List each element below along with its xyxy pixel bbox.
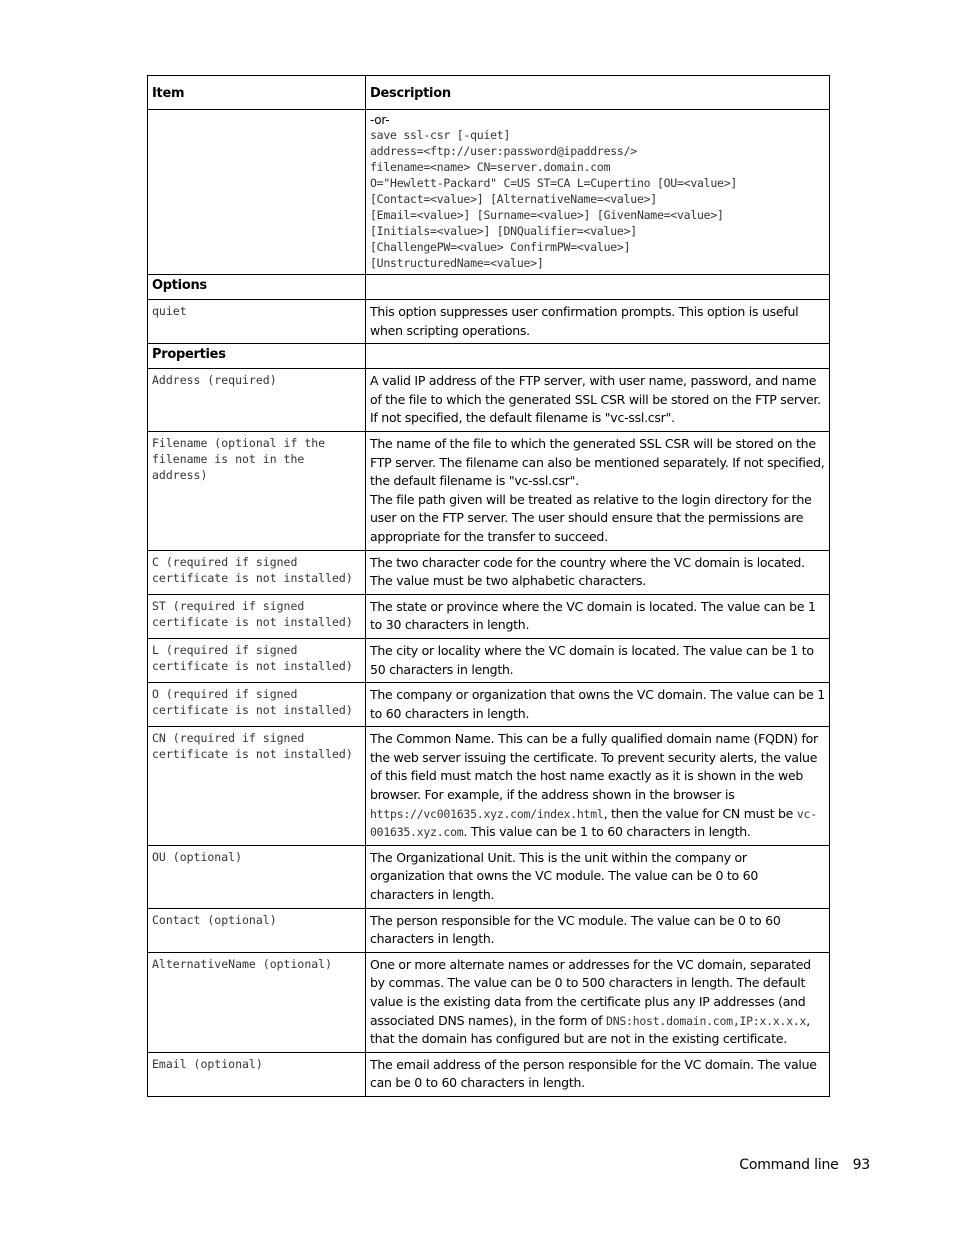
empty-cell [366,344,830,369]
page-number: 93 [852,1157,870,1173]
desc-cn-host: vc-001635.xyz.com [370,806,817,840]
section-label-properties: Properties [148,344,366,369]
section-label-options: Options [148,275,366,300]
desc-alt-code: DNS:host.domain.com,IP:x.x.x.x [606,1013,807,1028]
item-c: C (required if signed certificate is not installed) [148,550,366,594]
table-row [148,594,830,638]
desc-filename-para-1: The name of the file to which the generated SSL CSR will be stored on the FTP server. The filename can also be mentioned separately. If not specified, the default filename is "vc-ssl.csr". [370,435,825,489]
item-alternativename: AlternativeName (optional) [148,952,366,1052]
item-st: ST (required if signed certificate is not installed) [148,594,366,638]
desc-cn-text-a: The Common Name. This can be a fully qualified domain name (FQDN) for the web server issuing the certificate. To prevent security alerts, the value of this field must match the host name exactly as it is shown in the web browser. For example, if the address shown in the browser is [370,731,818,803]
item-contact: Contact (optional) [148,908,366,952]
table-row [148,110,830,275]
section-row-properties [148,344,830,369]
desc-o: The company or organization that owns the VC domain. The value can be 1 to 60 characters in length. [366,683,830,727]
item-address: Address (required) [148,369,366,432]
desc-filename [366,431,830,550]
desc-filename-para-2: The file path given will be treated as relative to the login directory for the user on the FTP server. The user should ensure that the permissions are appropriate for the transfer to succeed. [370,491,812,544]
desc-quiet: This option suppresses user confirmation prompts. This option is useful when scripting operations. [366,300,830,344]
table-row [148,952,830,1052]
column-header-item: Item [148,76,366,110]
table-row [148,1052,830,1096]
footer-section-title: Command line [739,1157,839,1173]
item-filename: Filename (optional if the filename is not in the address) [148,431,366,550]
desc-alt-text-b: , that the domain has configured but are not in the existing certificate. [370,1012,810,1047]
parameters-table [147,75,830,1097]
table-row [148,727,830,846]
table-row [148,908,830,952]
item-ou: OU (optional) [148,845,366,908]
desc-st: The state or province where the VC domain is located. The value can be 1 to 30 characters in length. [366,594,830,638]
syntax-code: save ssl-csr [-quiet] address=<ftp://user:password@ipaddress/> filename=<name> CN=server.domain.com O="Hewlett-Packard" C=US ST=CA L=Cupertino [OU=<value>] [Contact=<value>] [AlternativeName=<value>] [Email=<value>] [Surname=<value>] [GivenName=<value>] [Initials=<value>] [DNQualifier=<value>] [ChallengePW=<value> ConfirmPW=<value>] [UnstructuredName=<value>] [370,128,738,270]
section-row-options [148,275,830,300]
or-separator: -or- [370,113,390,127]
table-row [148,845,830,908]
item-cn: CN (required if signed certificate is not installed) [148,727,366,846]
page-footer [739,1157,870,1173]
table-row [148,638,830,682]
desc-address: A valid IP address of the FTP server, with user name, password, and name of the file to which the generated SSL CSR will be stored on the FTP server. If not specified, the default filename is "vc-ssl.csr". [366,369,830,432]
item-l: L (required if signed certificate is not installed) [148,638,366,682]
empty-cell [148,110,366,275]
empty-cell [366,275,830,300]
table-row [148,369,830,432]
table-header-row [148,76,830,110]
syntax-cell [366,110,830,275]
desc-cn-url: https://vc001635.xyz.com/index.html [370,806,604,821]
table-row [148,300,830,344]
desc-email: The email address of the person responsible for the VC domain. The value can be 0 to 60 characters in length. [366,1052,830,1096]
item-email: Email (optional) [148,1052,366,1096]
table-row [148,431,830,550]
desc-alternativename [366,952,830,1052]
desc-alt-text-a: One or more alternate names or addresses for the VC domain, separated by commas. The value can be 0 to 500 characters in length. The default value is the existing data from the certificate plus any IP addresses (and associated DNS names), in the form of [370,956,811,1028]
column-header-description: Description [366,76,830,110]
table-row [148,550,830,594]
desc-cn-text-c: . This value can be 1 to 60 characters in length. [463,824,751,840]
item-quiet: quiet [148,300,366,344]
table-row [148,683,830,727]
item-o: O (required if signed certificate is not installed) [148,683,366,727]
desc-contact: The person responsible for the VC module. The value can be 0 to 60 characters in length. [366,908,830,952]
desc-ou: The Organizational Unit. This is the unit within the company or organization that owns the VC module. The value can be 0 to 60 characters in length. [366,845,830,908]
desc-c: The two character code for the country where the VC domain is located. The value must be two alphabetic characters. [366,550,830,594]
desc-l: The city or locality where the VC domain is located. The value can be 1 to 50 characters in length. [366,638,830,682]
desc-cn [366,727,830,846]
desc-cn-text-b: , then the value for CN must be [603,805,797,821]
